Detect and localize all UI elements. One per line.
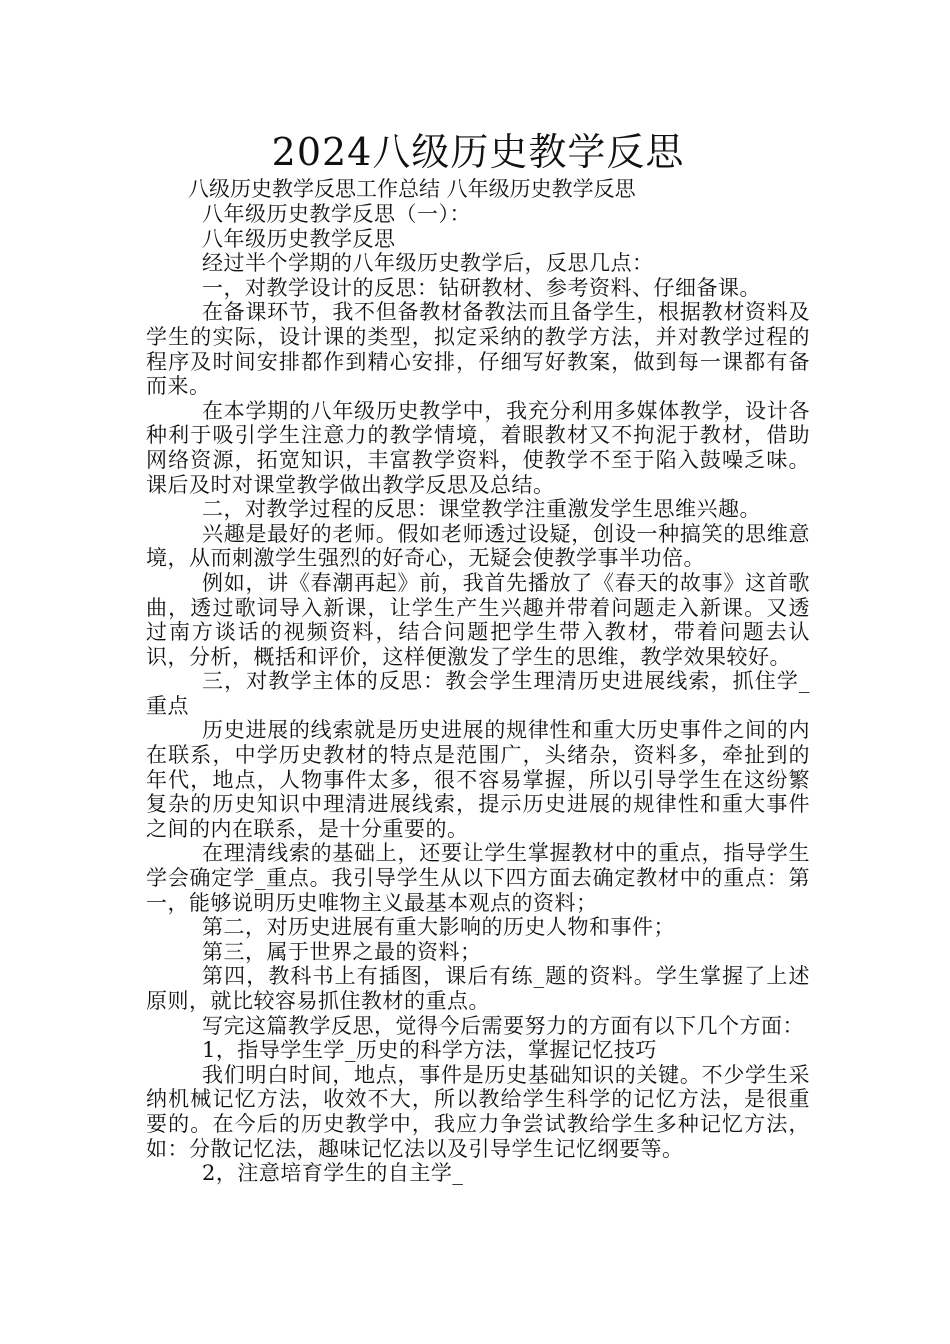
document-page <box>146 128 810 1186</box>
paragraph: 在本学期的八年级历史教学中，我充分利用多媒体教学，设计各种利于吸引学生注意力的教学情境，着眼教材又不拘泥于教材，借助网络资源，拓宽知识，丰富教学资料，使教学不至于陷入鼓噪乏味。课后及时对课堂教学做出教学反思及总结。 <box>146 398 810 497</box>
paragraph: 2，注意培育学生的自主学_ <box>202 1161 464 1186</box>
paragraph: 第四，教科书上有插图，课后有练_题的资料。学生掌握了上述原则，就比较容易抓住教材的重点。 <box>146 964 810 1013</box>
paragraph: 在备课环节，我不但备教材备教法而且备学生，根据教材资料及学生的实际，设计课的类型，拟定采纳的教学方法，并对教学过程的程序及时间安排都作到精心安排，仔细写好教案，做到每一课都有备而来。 <box>146 300 810 399</box>
paragraph: 第三，属于世界之最的资料； <box>202 939 482 964</box>
paragraph: 在理清线索的基础上，还要让学生掌握教材中的重点，指导学生学会确定学_重点。我引导学生从以下四方面去确定教材中的重点：第一，能够说明历史唯物主义最基本观点的资料； <box>146 841 810 915</box>
paragraph: 八年级历史教学反思 <box>202 226 396 251</box>
document-body <box>146 202 810 1186</box>
paragraph: 第二，对历史进展有重大影响的历史人物和事件； <box>202 915 675 940</box>
paragraph: 例如，讲《春潮再起》前，我首先播放了《春天的故事》这首歌曲，透过歌词导入新课，让学生产生兴趣并带着问题走入新课。又透过南方谈话的视频资料，结合问题把学生带入教材，带着问题去认识，分析，概括和评价，这样便激发了学生的思维，教学效果较好。 <box>146 570 810 669</box>
document-title: 2024八级历史教学反思 <box>271 130 685 174</box>
paragraph: 八年级历史教学反思（一）： <box>202 202 471 226</box>
paragraph: 一，对教学设计的反思：钻研教材、参考资料、仔细备课。 <box>202 275 761 300</box>
paragraph: 三，对教学主体的反思：教会学生理清历史进展线索，抓住学_重点 <box>146 669 810 718</box>
paragraph: 兴趣是最好的老师。假如老师透过设疑，创设一种搞笑的思维意境，从而刺激学生强烈的好奇心，无疑会使教学事半功倍。 <box>146 521 810 571</box>
paragraph: 写完这篇教学反思，觉得今后需要努力的方面有以下几个方面： <box>202 1013 804 1038</box>
paragraph: 历史进展的线索就是历史进展的规律性和重大历史事件之间的内在联系，中学历史教材的特点是范围广，头绪杂，资料多，牵扯到的年代，地点，人物事件太多，很不容易掌握，所以引导学生在这纷繁复杂的历史知识中理清进展线索，提示历史进展的规律性和重大事件之间的内在联系，是十分重要的。 <box>146 718 810 841</box>
paragraph: 1，指导学生学_历史的科学方法，掌握记忆技巧 <box>202 1038 657 1063</box>
paragraph: 二，对教学过程的反思：课堂教学注重激发学生思维兴趣。 <box>202 497 761 522</box>
paragraph: 经过半个学期的八年级历史教学后，反思几点： <box>202 251 654 276</box>
document-subtitle: 八级历史教学反思工作总结 八年级历史教学反思 <box>188 177 636 201</box>
paragraph: 我们明白时间，地点，事件是历史基础知识的关键。不少学生采纳机械记忆方法，收效不大，所以教给学生科学的记忆方法，是很重要的。在今后的历史教学中，我应力争尝试教给学生多种记忆方法，如：分散记忆法，趣味记忆法以及引导学生记忆纲要等。 <box>146 1062 810 1161</box>
